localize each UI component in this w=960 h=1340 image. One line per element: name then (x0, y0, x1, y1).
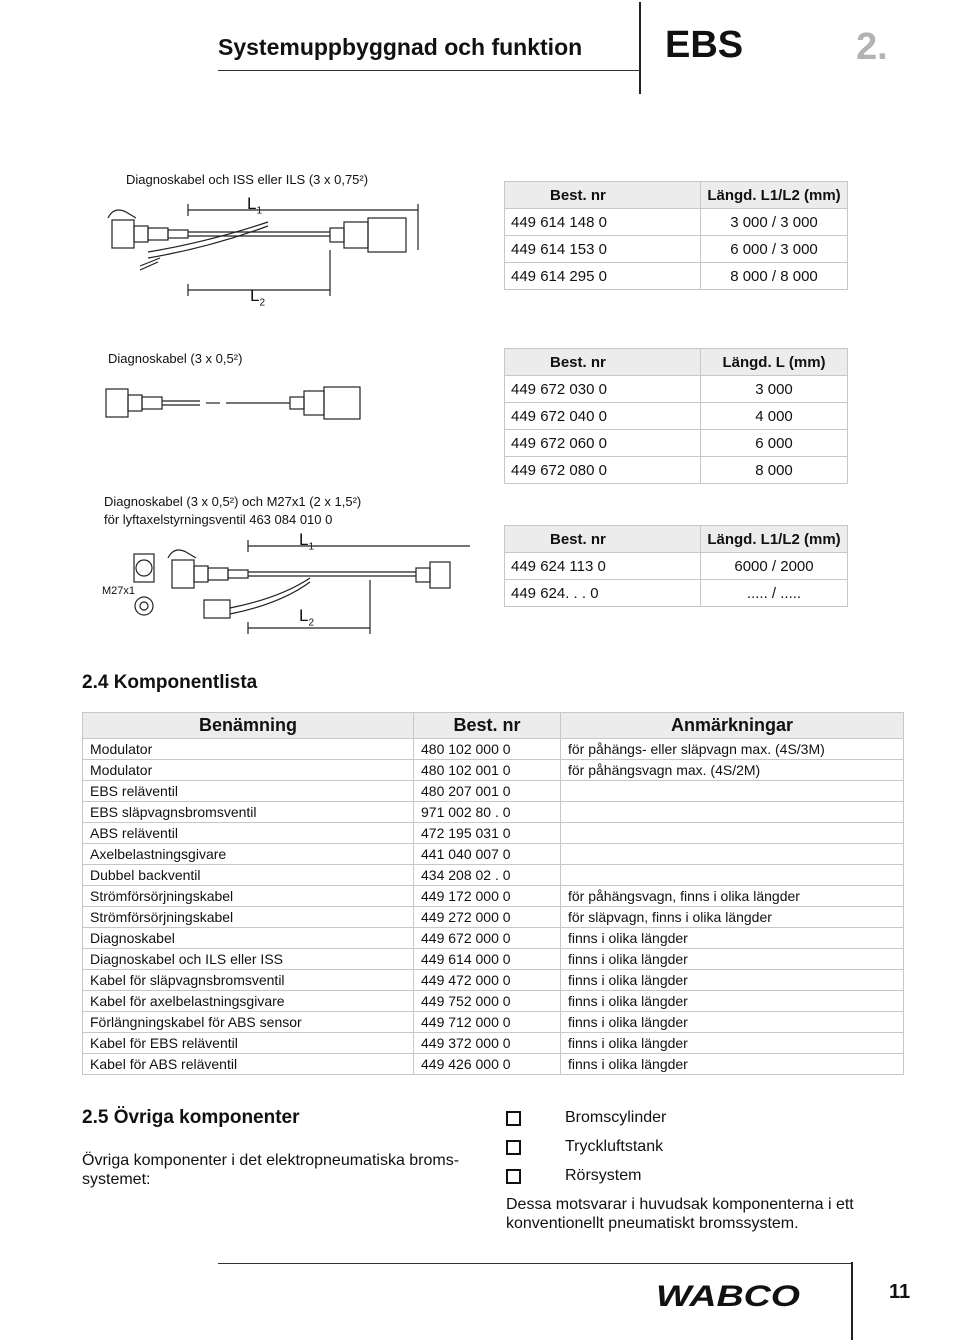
diagnostic-cable-diagram (100, 375, 380, 435)
table-row: Kabel för axelbelastningsgivare 449 752 000 0 finns i olika längder (83, 991, 904, 1012)
table2-header-bestnr: Best. nr (505, 349, 701, 376)
table-row: Strömförsörjningskabel 449 272 000 0 för släpvagn, finns i olika längder (83, 907, 904, 928)
table3-header-length: Längd. L1/L2 (mm) (701, 526, 848, 553)
page-number: 11 (889, 1281, 911, 1303)
section-2-4-title: 2.4 Komponentlista (82, 672, 258, 693)
checkbox-icon (506, 1169, 521, 1184)
chapter-number: 2. (856, 26, 888, 68)
list-item: Rörsystem (565, 1167, 642, 1184)
footer-rule (218, 1263, 852, 1264)
table-row: Kabel för ABS reläventil 449 426 000 0 finns i olika längder (83, 1054, 904, 1075)
diagram1-label-l1: $L_1$ (247, 194, 263, 217)
table3-row: 449 624 113 0 6000 / 2000 (505, 553, 848, 580)
table3-row: 449 624. . . 0 ..... / ..... (505, 580, 848, 607)
table-row: Dubbel backventil 434 208 02 . 0 (83, 865, 904, 886)
closing-text-line2: konventionellt pneumatiskt bromssystem. (506, 1215, 799, 1232)
list-item: Tryckluftstank (565, 1138, 664, 1155)
table3-header-bestnr: Best. nr (505, 526, 701, 553)
diagram3-label-l1: $L_1$ (299, 530, 315, 553)
section-2-5-text-line2: systemet: (82, 1171, 151, 1188)
table-row: Modulator 480 102 001 0 för påhängsvagn max. (4S/2M) (83, 760, 904, 781)
table2-row: 449 672 060 0 6 000 (505, 430, 848, 457)
table1-row: 449 614 148 0 3 000 / 3 000 (505, 209, 848, 236)
table-row: Kabel för EBS reläventil 449 372 000 0 finns i olika längder (83, 1033, 904, 1054)
section-2-5-text-line1: Övriga komponenter i det elektropneumatiska broms- (82, 1152, 460, 1169)
chapter-title: Systemuppbyggnad och funktion (218, 34, 583, 60)
table2-header-length: Längd. L (mm) (701, 349, 848, 376)
footer-divider (851, 1262, 853, 1340)
table-row: Diagnoskabel och ILS eller ISS 449 614 000 0 finns i olika längder (83, 949, 904, 970)
component-header-name: Benämning (83, 713, 414, 739)
component-table (82, 712, 904, 1075)
table1-row: 449 614 295 0 8 000 / 8 000 (505, 263, 848, 290)
diagram3-caption-line1: Diagnoskabel (3 x 0,5²) och M27x1 (2 x 1,5²) (104, 494, 362, 509)
table-row: Modulator 480 102 000 0 för påhängs- eller släpvagn max. (4S/3M) (83, 739, 904, 760)
table-row: EBS släpvagnsbromsventil 971 002 80 . 0 (83, 802, 904, 823)
component-header-remarks: Anmärkningar (561, 713, 904, 739)
table1-header-length: Längd. L1/L2 (mm) (701, 182, 848, 209)
table2 (504, 348, 848, 484)
table-row: Diagnoskabel 449 672 000 0 finns i olika längder (83, 928, 904, 949)
table-row: EBS reläventil 480 207 001 0 (83, 781, 904, 802)
m27-label: M27x1 (102, 585, 136, 597)
component-header-bestnr: Best. nr (414, 713, 561, 739)
header-rule (218, 70, 640, 71)
closing-text-line1: Dessa motsvarar i huvudsak komponenterna i ett (506, 1196, 854, 1213)
diagram1-label-l2: $L_2$ (250, 286, 266, 309)
section-2-5-title: 2.5 Övriga komponenter (82, 1107, 300, 1128)
header-divider (639, 2, 641, 94)
diagram3-label-l2: $L_2$ (299, 606, 315, 629)
checkbox-icon (506, 1111, 521, 1126)
table3 (504, 525, 848, 607)
table-row: Förlängningskabel för ABS sensor 449 712 000 0 finns i olika längder (83, 1012, 904, 1033)
table-row: ABS reläventil 472 195 031 0 (83, 823, 904, 844)
table-row: Axelbelastningsgivare 441 040 007 0 (83, 844, 904, 865)
table-row: Strömförsörjningskabel 449 172 000 0 för påhängsvagn, finns i olika längder (83, 886, 904, 907)
table1-header-bestnr: Best. nr (505, 182, 701, 209)
diagram3-caption-line2: för lyftaxelstyrningsventil 463 084 010 0 (104, 512, 333, 527)
table2-row: 449 672 040 0 4 000 (505, 403, 848, 430)
diagram2-caption: Diagnoskabel (3 x 0,5²) (108, 351, 243, 366)
diagram1-caption: Diagnoskabel och ISS eller ILS (3 x 0,75²) (126, 172, 369, 187)
system-name: EBS (665, 24, 744, 66)
table1 (504, 181, 848, 290)
list-item: Bromscylinder (565, 1109, 667, 1126)
svg-text:WABCO: WABCO (656, 1282, 800, 1310)
checkbox-icon (506, 1140, 521, 1155)
wabco-logo (656, 1282, 802, 1310)
table-row: Kabel för släpvagnsbromsventil 449 472 000 0 finns i olika längder (83, 970, 904, 991)
table2-row: 449 672 030 0 3 000 (505, 376, 848, 403)
table2-row: 449 672 080 0 8 000 (505, 457, 848, 484)
table1-row: 449 614 153 0 6 000 / 3 000 (505, 236, 848, 263)
